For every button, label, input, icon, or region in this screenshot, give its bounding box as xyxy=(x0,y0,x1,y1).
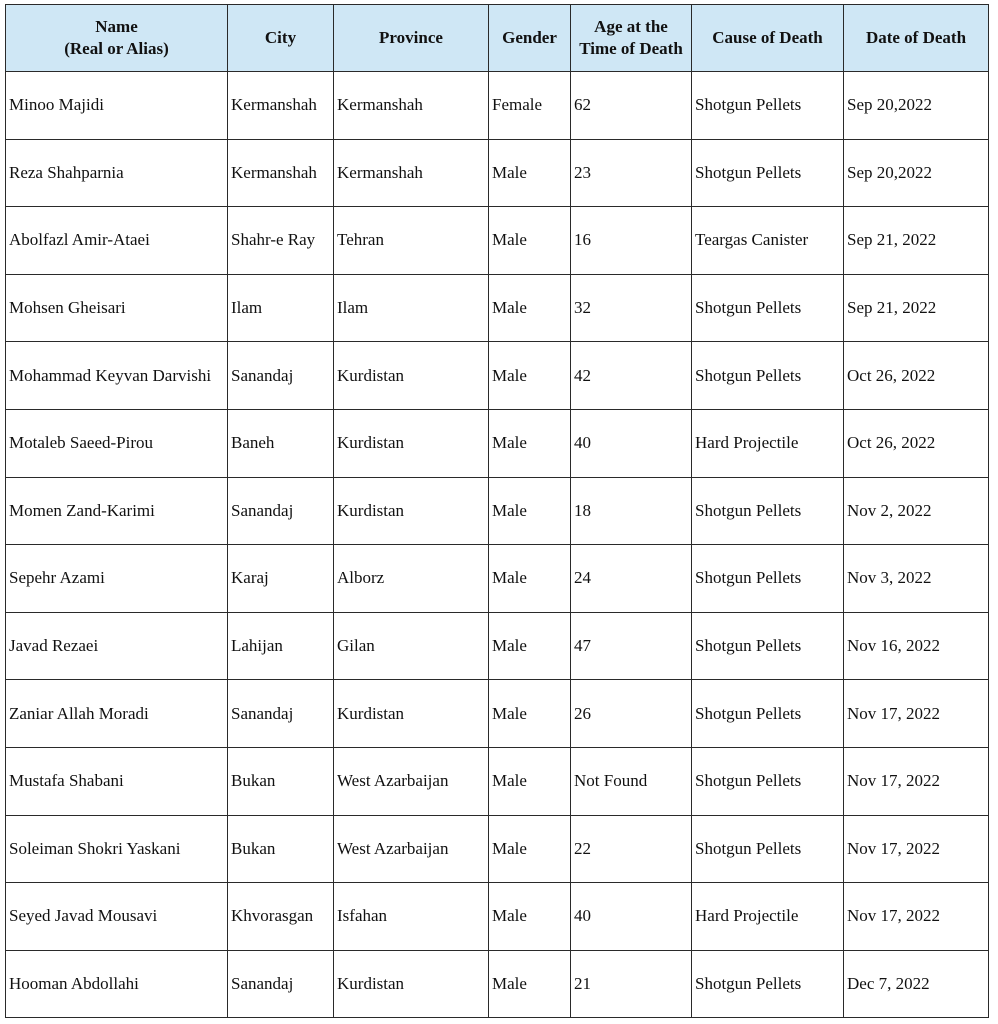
cell-province: Kurdistan xyxy=(334,680,489,748)
cell-name: Motaleb Saeed-Pirou xyxy=(6,409,228,477)
cell-date: Sep 21, 2022 xyxy=(844,274,989,342)
cell-city: Kermanshah xyxy=(228,139,334,207)
cell-province: Kermanshah xyxy=(334,72,489,140)
cell-age: 47 xyxy=(571,612,692,680)
cell-date: Nov 17, 2022 xyxy=(844,883,989,951)
table-row xyxy=(6,747,989,815)
cell-city: Bukan xyxy=(228,815,334,883)
cell-gender: Male xyxy=(489,815,571,883)
header-date: Date of Death xyxy=(844,5,989,72)
cell-name: Mohsen Gheisari xyxy=(6,274,228,342)
cell-province: Kurdistan xyxy=(334,477,489,545)
cell-age: Not Found xyxy=(571,747,692,815)
cell-gender: Male xyxy=(489,612,571,680)
table-header xyxy=(6,5,989,72)
header-name-line1: Name xyxy=(95,17,138,36)
cell-date: Oct 26, 2022 xyxy=(844,342,989,410)
header-name xyxy=(6,5,228,72)
cell-date: Nov 3, 2022 xyxy=(844,545,989,613)
cell-date: Nov 17, 2022 xyxy=(844,747,989,815)
cell-age: 40 xyxy=(571,883,692,951)
cell-cause: Hard Projectile xyxy=(692,409,844,477)
cell-cause: Shotgun Pellets xyxy=(692,139,844,207)
cell-name: Mohammad Keyvan Darvishi xyxy=(6,342,228,410)
cell-gender: Male xyxy=(489,342,571,410)
header-name-line2: (Real or Alias) xyxy=(64,39,169,58)
table-row xyxy=(6,815,989,883)
cell-age: 42 xyxy=(571,342,692,410)
cell-cause: Shotgun Pellets xyxy=(692,747,844,815)
cell-name: Sepehr Azami xyxy=(6,545,228,613)
cell-name: Momen Zand-Karimi xyxy=(6,477,228,545)
cell-date: Sep 20,2022 xyxy=(844,72,989,140)
cell-cause: Shotgun Pellets xyxy=(692,72,844,140)
cell-city: Kermanshah xyxy=(228,72,334,140)
victims-table-container xyxy=(5,4,988,1018)
cell-gender: Male xyxy=(489,207,571,275)
cell-age: 40 xyxy=(571,409,692,477)
cell-province: Isfahan xyxy=(334,883,489,951)
cell-name: Soleiman Shokri Yaskani xyxy=(6,815,228,883)
cell-name: Abolfazl Amir-Ataei xyxy=(6,207,228,275)
cell-date: Sep 21, 2022 xyxy=(844,207,989,275)
header-age xyxy=(571,5,692,72)
header-row xyxy=(6,5,989,72)
victims-table xyxy=(5,4,989,1018)
header-cause: Cause of Death xyxy=(692,5,844,72)
table-row xyxy=(6,342,989,410)
cell-gender: Male xyxy=(489,545,571,613)
cell-cause: Shotgun Pellets xyxy=(692,815,844,883)
cell-gender: Male xyxy=(489,883,571,951)
cell-province: Tehran xyxy=(334,207,489,275)
cell-age: 26 xyxy=(571,680,692,748)
cell-name: Hooman Abdollahi xyxy=(6,950,228,1018)
cell-cause: Shotgun Pellets xyxy=(692,950,844,1018)
table-row xyxy=(6,680,989,748)
header-age-line2: Time of Death xyxy=(579,39,683,58)
header-city: City xyxy=(228,5,334,72)
header-gender: Gender xyxy=(489,5,571,72)
cell-date: Nov 17, 2022 xyxy=(844,680,989,748)
cell-gender: Male xyxy=(489,747,571,815)
cell-cause: Shotgun Pellets xyxy=(692,274,844,342)
cell-age: 18 xyxy=(571,477,692,545)
cell-date: Nov 17, 2022 xyxy=(844,815,989,883)
cell-name: Minoo Majidi xyxy=(6,72,228,140)
cell-name: Zaniar Allah Moradi xyxy=(6,680,228,748)
table-row xyxy=(6,139,989,207)
table-row xyxy=(6,883,989,951)
cell-cause: Shotgun Pellets xyxy=(692,680,844,748)
table-row xyxy=(6,612,989,680)
cell-gender: Male xyxy=(489,274,571,342)
cell-name: Seyed Javad Mousavi xyxy=(6,883,228,951)
cell-cause: Shotgun Pellets xyxy=(692,612,844,680)
cell-date: Nov 2, 2022 xyxy=(844,477,989,545)
cell-province: Ilam xyxy=(334,274,489,342)
table-row xyxy=(6,545,989,613)
cell-province: Kurdistan xyxy=(334,409,489,477)
cell-province: West Azarbaijan xyxy=(334,815,489,883)
cell-city: Baneh xyxy=(228,409,334,477)
cell-gender: Male xyxy=(489,409,571,477)
cell-cause: Shotgun Pellets xyxy=(692,477,844,545)
cell-gender: Male xyxy=(489,477,571,545)
cell-gender: Female xyxy=(489,72,571,140)
table-row xyxy=(6,72,989,140)
cell-city: Khvorasgan xyxy=(228,883,334,951)
cell-city: Sanandaj xyxy=(228,680,334,748)
cell-name: Javad Rezaei xyxy=(6,612,228,680)
cell-province: Gilan xyxy=(334,612,489,680)
cell-cause: Shotgun Pellets xyxy=(692,342,844,410)
cell-date: Dec 7, 2022 xyxy=(844,950,989,1018)
table-row xyxy=(6,477,989,545)
cell-age: 16 xyxy=(571,207,692,275)
cell-province: Kurdistan xyxy=(334,342,489,410)
table-row xyxy=(6,409,989,477)
table-body xyxy=(6,72,989,1018)
cell-date: Nov 16, 2022 xyxy=(844,612,989,680)
cell-age: 23 xyxy=(571,139,692,207)
cell-name: Reza Shahparnia xyxy=(6,139,228,207)
cell-age: 24 xyxy=(571,545,692,613)
table-row xyxy=(6,207,989,275)
cell-city: Shahr-e Ray xyxy=(228,207,334,275)
cell-cause: Hard Projectile xyxy=(692,883,844,951)
cell-city: Karaj xyxy=(228,545,334,613)
cell-city: Sanandaj xyxy=(228,342,334,410)
cell-city: Sanandaj xyxy=(228,950,334,1018)
cell-age: 21 xyxy=(571,950,692,1018)
cell-name: Mustafa Shabani xyxy=(6,747,228,815)
table-row xyxy=(6,274,989,342)
header-age-line1: Age at the xyxy=(594,17,668,36)
cell-province: West Azarbaijan xyxy=(334,747,489,815)
cell-province: Kermanshah xyxy=(334,139,489,207)
cell-city: Lahijan xyxy=(228,612,334,680)
cell-gender: Male xyxy=(489,139,571,207)
cell-age: 22 xyxy=(571,815,692,883)
cell-city: Ilam xyxy=(228,274,334,342)
cell-province: Alborz xyxy=(334,545,489,613)
cell-age: 62 xyxy=(571,72,692,140)
cell-cause: Shotgun Pellets xyxy=(692,545,844,613)
table-row xyxy=(6,950,989,1018)
cell-gender: Male xyxy=(489,680,571,748)
cell-date: Oct 26, 2022 xyxy=(844,409,989,477)
cell-gender: Male xyxy=(489,950,571,1018)
cell-province: Kurdistan xyxy=(334,950,489,1018)
cell-city: Sanandaj xyxy=(228,477,334,545)
cell-cause: Teargas Canister xyxy=(692,207,844,275)
header-province: Province xyxy=(334,5,489,72)
cell-city: Bukan xyxy=(228,747,334,815)
cell-date: Sep 20,2022 xyxy=(844,139,989,207)
cell-age: 32 xyxy=(571,274,692,342)
